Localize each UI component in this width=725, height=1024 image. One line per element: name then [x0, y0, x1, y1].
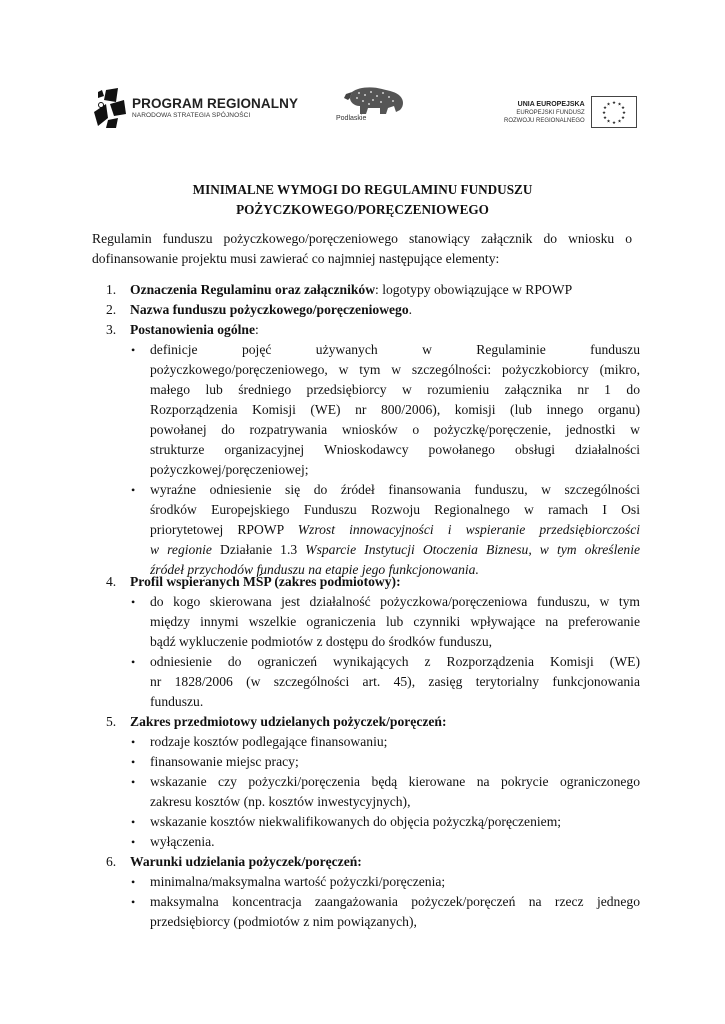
svg-text:★: ★ — [620, 106, 625, 111]
bullet-6-1 — [130, 872, 640, 892]
svg-text:★: ★ — [602, 106, 607, 111]
bullet-3-1-line-3: małego lub średniego przedsiębiorcy w rozumieniu załącznika nr 1 do — [150, 382, 640, 397]
svg-text:★: ★ — [617, 102, 622, 108]
list-item-3 — [106, 320, 259, 340]
bullet-3-2-line-1: wyraźne odniesienie się do źródeł finansowania funduszu, w szczególności — [150, 482, 640, 497]
item-2-heading: Nazwa funduszu pożyczkowego/poręczeniowego — [130, 302, 409, 317]
bullet-4-1-dot-icon: • — [131, 595, 136, 609]
bullet-6-2-line-1: maksymalna koncentracja zaangażowania pożyczek/poręczeń na rzecz jednego — [150, 894, 640, 909]
item-1-heading: Oznaczenia Regulaminu oraz załączników — [130, 282, 376, 297]
bullet-3-2-line-2: środków Europejskiego Funduszu Rozwoju Regionalnego w ramach I Osi — [150, 502, 640, 517]
bullet-3-2-line-4 — [150, 540, 640, 560]
eu-flag-icon — [591, 96, 637, 128]
list-item-4 — [106, 572, 401, 592]
eu-logo — [504, 96, 637, 128]
podlaskie-logo — [336, 86, 418, 124]
item-5-number: 5. — [106, 714, 117, 729]
bullet-5-4-dot-icon: • — [131, 815, 136, 829]
bullet-3-2-line-3 — [150, 520, 640, 540]
bullet-3-1-dot-icon: • — [131, 343, 136, 357]
bullet-5-3-dot-icon: • — [131, 775, 136, 789]
item-3-number: 3. — [106, 322, 117, 337]
bullet-5-5 — [130, 832, 640, 852]
item-3-bullets — [130, 340, 640, 580]
bullet-5-3-line-1: wskazanie czy pożyczki/poręczenia będą kierowane na pokrycie ograniczonego — [150, 774, 640, 789]
intro-paragraph — [92, 229, 632, 269]
bullet-4-2-line-2: nr 1828/2006 (w szczególności art. 45), zasięg terytorialny funkcjonowania — [150, 674, 640, 689]
bullet-3-2-line-3b: Wzrost innowacyjności i wspieranie przedsiębiorczości — [297, 522, 640, 537]
bullet-4-2 — [130, 652, 640, 712]
item-5-heading: Zakres przedmiotowy udzielanych pożyczek/poręczeń: — [130, 714, 447, 729]
bullet-4-2-line-3: funduszu. — [150, 694, 204, 709]
svg-text:★: ★ — [617, 119, 622, 125]
item-4-number: 4. — [106, 574, 117, 589]
eu-line1: UNIA EUROPEJSKA — [517, 100, 585, 108]
bullet-3-1-line-6: strukturze organizacyjnej Wnioskodawcy powołanego obsługi działalności — [150, 442, 640, 457]
bullet-3-2-line-4c: Wsparcie Instytucji Otoczenia Biznesu, w tym określenie — [305, 542, 640, 557]
bullet-4-2-dot-icon: • — [131, 655, 136, 669]
intro-line-2: dofinansowanie projektu musi zawierać co najmniej następujące elementy: — [92, 251, 500, 266]
item-1-text: : logotypy obowiązujące w RPOWP — [375, 282, 573, 297]
bullet-3-1-line-2: pożyczkowego/poręczeniowego, w tym w szczególności: pożyczkobiorcy (mikro, — [150, 362, 640, 377]
list-item-1 — [106, 280, 572, 300]
bullet-5-3 — [130, 772, 640, 812]
bullet-5-3-line-2: zakresu kosztów (np. kosztów inwestycyjnych), — [150, 794, 411, 809]
bullet-4-1-line-3: bądź wykluczenie podmiotów z dostępu do środków funduszu, — [150, 634, 493, 649]
list-item-2 — [106, 300, 412, 320]
svg-text:★: ★ — [611, 101, 616, 106]
bullet-5-1-line-1: rodzaje kosztów podlegające finansowaniu; — [150, 734, 388, 749]
title-line-2: POŻYCZKOWEGO/PORĘCZENIOWEGO — [236, 202, 489, 217]
bullet-3-2-line-5: źródeł przychodów funduszu na etapie jego funkcjonowania. — [150, 562, 479, 577]
bullet-5-2-line-1: finansowanie miejsc pracy; — [150, 754, 299, 769]
bullet-3-2-line-3a: priorytetowej RPOWP — [150, 522, 298, 537]
bullet-5-1 — [130, 732, 640, 752]
bullet-4-1-line-1: do kogo skierowana jest działalność pożyczkowa/poręczeniowa funduszu, w tym — [150, 594, 640, 609]
bullet-3-2-dot-icon: • — [131, 483, 136, 497]
bullet-6-2-dot-icon: • — [131, 895, 136, 909]
bullet-3-2 — [130, 480, 640, 580]
bullet-5-1-dot-icon: • — [131, 735, 136, 749]
item-2-number: 2. — [106, 302, 117, 317]
bullet-5-2-dot-icon: • — [131, 755, 136, 769]
eu-line3: ROZWOJU REGIONALNEGO — [504, 117, 585, 124]
bullet-6-1-line-1: minimalna/maksymalna wartość pożyczki/poręczenia; — [150, 874, 446, 889]
bullet-5-4-line-1: wskazanie kosztów niekwalifikowanych do objęcia pożyczką/poręczeniem; — [150, 814, 562, 829]
eu-line2: EUROPEJSKI FUNDUSZ — [516, 109, 585, 116]
bullet-3-1 — [130, 340, 640, 480]
item-6-heading: Warunki udzielania pożyczek/poręczeń: — [130, 854, 362, 869]
svg-text:★: ★ — [620, 116, 625, 121]
bullet-3-2-line-4b: Działanie 1.3 — [211, 542, 306, 557]
list-item-6 — [106, 852, 362, 872]
item-4-bullets — [130, 592, 640, 712]
program-regionalny-emblem-icon — [92, 86, 128, 130]
bullet-3-1-line-7: pożyczkowej/poręczeniowej; — [150, 462, 309, 477]
item-3-text: : — [255, 322, 259, 337]
podlaskie-caption: Podlaskie — [336, 115, 367, 122]
bullet-3-1-line-5: powołanej do rozpatrywania wniosków o pożyczkę/poręczenie, jednostki w — [150, 422, 640, 437]
bullet-3-2-line-4a: w regionie — [150, 542, 212, 557]
bullet-6-1-dot-icon: • — [131, 875, 136, 889]
item-1-number: 1. — [106, 282, 117, 297]
bullet-5-5-line-1: wyłączenia. — [150, 834, 215, 849]
bullet-5-2 — [130, 752, 640, 772]
svg-text:★: ★ — [601, 111, 606, 116]
svg-text:★: ★ — [602, 116, 607, 121]
item-6-bullets — [130, 872, 640, 932]
title-line-1: MINIMALNE WYMOGI DO REGULAMINU FUNDUSZU — [192, 182, 533, 197]
item-2-text: . — [408, 302, 413, 317]
bullet-3-1-line-4: Rozporządzenia Komisji (WE) nr 800/2006), komisji (lub innego organu) — [150, 402, 640, 417]
program-regionalny-logo — [92, 86, 298, 130]
intro-line-1: Regulamin funduszu pożyczkowego/poręczeniowego stanowiący załącznik do wniosku o — [92, 231, 632, 246]
svg-text:★: ★ — [606, 102, 611, 108]
bullet-4-1-line-2: między innymi wszelkie ograniczenia lub czynniki wpływające na preferowanie — [150, 614, 640, 629]
item-6-number: 6. — [106, 854, 117, 869]
item-5-bullets — [130, 732, 640, 852]
svg-text:★: ★ — [621, 111, 626, 116]
bullet-3-1-line-1: definicje pojęć używanych w Regulaminie funduszu — [150, 342, 640, 357]
bullet-6-2-line-2: przedsiębiorcy (podmiotów z nim powiązanych), — [150, 914, 417, 929]
list-item-5 — [106, 712, 447, 732]
item-3-heading: Postanowienia ogólne — [130, 322, 255, 337]
svg-text:★: ★ — [611, 121, 616, 126]
bison-icon — [336, 86, 418, 116]
program-regionalny-subtitle: NARODOWA STRATEGIA SPÓJNOŚCI — [132, 112, 251, 119]
bullet-6-2 — [130, 892, 640, 932]
svg-text:★: ★ — [606, 119, 611, 125]
program-regionalny-title: PROGRAM REGIONALNY — [132, 96, 299, 111]
bullet-5-4 — [130, 812, 640, 832]
item-4-heading: Profil wspieranych MŚP (zakres podmiotowy): — [130, 574, 401, 589]
bullet-4-1 — [130, 592, 640, 652]
bullet-4-2-line-1: odniesienie do ograniczeń wynikających z Rozporządzenia Komisji (WE) — [150, 654, 640, 669]
document-title — [0, 180, 725, 220]
bullet-5-5-dot-icon: • — [131, 835, 136, 849]
